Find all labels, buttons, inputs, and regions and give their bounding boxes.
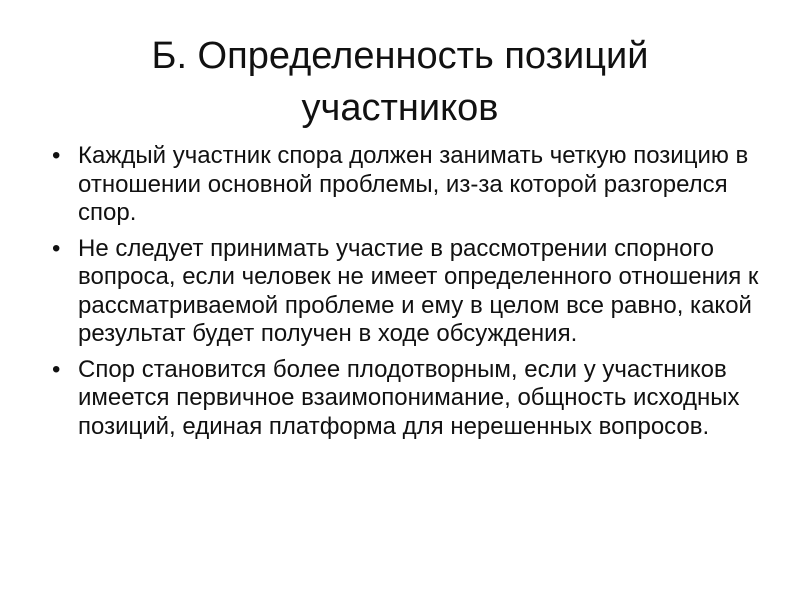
bullet-item <box>52 235 764 349</box>
bullet-icon: • <box>52 355 61 383</box>
bullet-text: Спор становится более плодотворным, если у участников имеется первичное взаимопонимание, общность исходных позиций, единая платформа для нерешенных вопросов. <box>78 355 740 440</box>
bullet-icon: • <box>52 142 61 169</box>
bullet-item <box>52 356 764 442</box>
bullet-icon: • <box>52 234 61 262</box>
bullet-list <box>52 142 764 448</box>
slide-title: Б. Определенность позиций участников <box>151 35 649 129</box>
bullet-text: Каждый участник спора должен занимать четкую позицию в отношении основной проблемы, из-за которой разгорелся спор. <box>78 142 749 226</box>
bullet-item <box>52 142 764 228</box>
bullet-text: Не следует принимать участие в рассмотрении спорного вопроса, если человек не имеет определенного отношения к рассматриваемой проблеме и ему в целом все равно, какой результат будет получен в ходе обсуждения. <box>78 234 759 347</box>
